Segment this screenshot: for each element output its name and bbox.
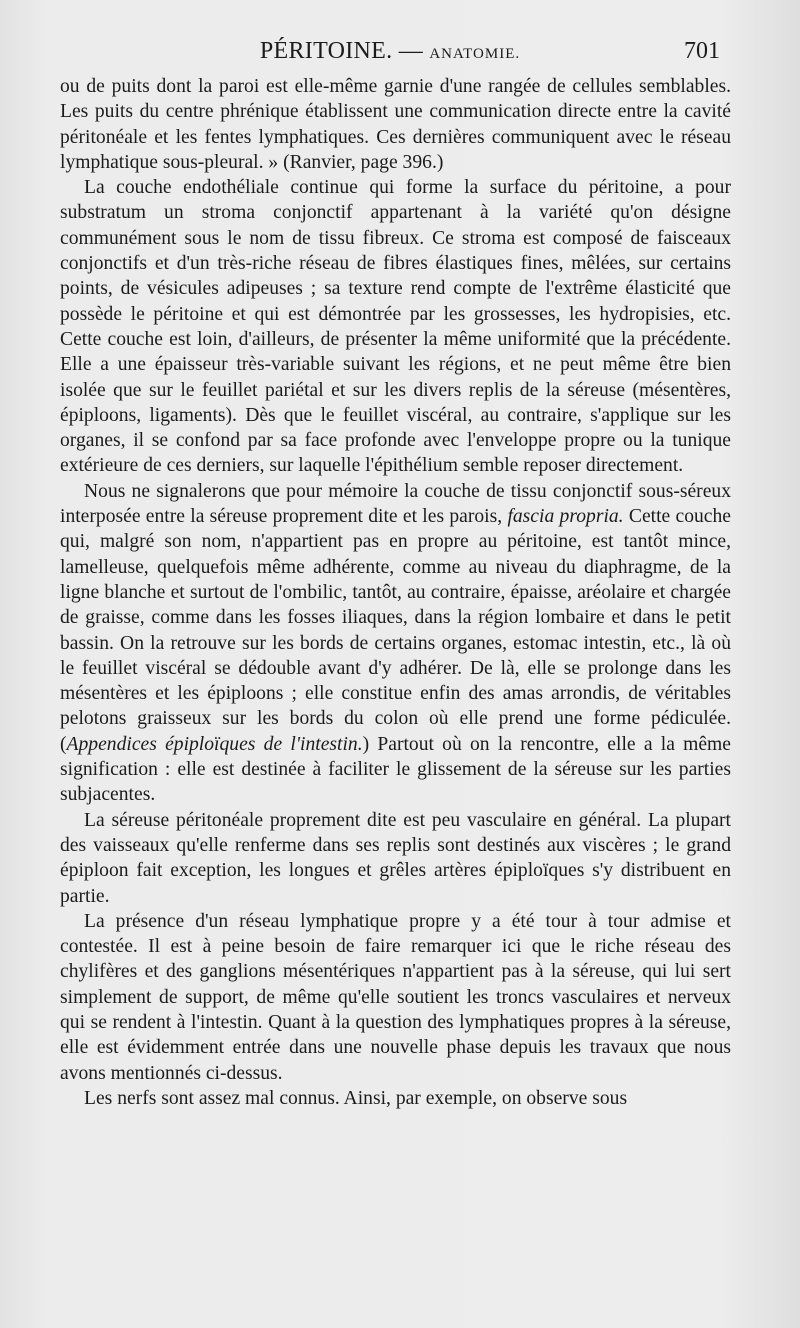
paragraph-3 [60,479,731,808]
running-header [60,38,720,70]
body-text [60,74,731,1111]
paragraph-4: La séreuse péritonéale proprement dite est peu vasculaire en général. La plupart des vaisseaux qu'elle renferme dans ses replis sont destinés aux viscères ; le grand épiploon fait exception, les longues et grêles artères épiploïques s'y distribuent en partie. [60,809,731,907]
running-title-main: PÉRITOINE. [259,38,393,64]
appendices-term: Appendices épiploïques de l'intestin. [66,733,363,755]
running-title-dash: — [392,38,430,64]
page-number: 701 [684,38,720,64]
running-title [60,38,720,65]
paragraph-3-part-3: ) Partout où on la rencontre, elle a la même signification : elle est destinée à faciliter le glissement de la séreuse sur les parties subjacentes. [60,733,731,806]
paragraph-3-part-1: Nous ne signalerons que pour mémoire la couche de tissu conjonctif sous-séreux interposée entre la séreuse proprement dite et les parois, [60,480,731,528]
paragraph-1: ou de puits dont la paroi est elle-même garnie d'une rangée de cellules semblables. Les puits du centre phrénique établissent une communication directe entre la cavité péritonéale et les fentes lymphatiques. Ces dernières communiquent avec le réseau lymphatique sous-pleural. » (Ranvier, page 396.) [60,76,731,173]
running-title-section: ANATOMIE. [429,46,521,62]
fascia-propria-term: fascia propria. [507,506,624,528]
paragraph-5: La présence d'un réseau lymphatique propre y a été tour à tour admise et contestée. Il est à peine besoin de faire remarquer ici que le riche réseau des chylifères et des ganglions mésentériques n'appartient pas à la séreuse, qui lui sert simplement de support, de même qu'elle soutient les troncs vasculaires et nerveux qui se rendent à l'intestin. Quant à la question des lymphatiques propres à la séreuse, elle est évidemment entrée dans une nouvelle phase depuis les travaux que nous avons mentionnés ci-dessus. [60,910,731,1084]
paragraph-3-part-2: Cette couche qui, malgré son nom, n'appartient pas en propre au péritoine, est tantôt mince, lamelleuse, quelquefois même adhérente, comme au niveau du diaphragme, de la ligne blanche et surtout de l'ombilic, tantôt, au contraire, épaisse, aréolaire et chargée de graisse, comme dans les fosses iliaques, dans la région lombaire et dans le petit bassin. On la retrouve sur les bords de certains organes, estomac intestin, etc., là où le feuillet viscéral se dédouble avant d'y adhérer. De là, elle se prolonge dans les mésentères et les épiploons ; elle constitue enfin des amas arrondis, de véritables pelotons graisseux sur les bords du colon où elle prend une forme pédiculée. ( [60,506,731,755]
paragraph-2: La couche endothéliale continue qui forme la surface du péritoine, a pour substratum un stroma conjonctif appartenant à la variété qu'on désigne communément sous le nom de tissu fibreux. Ce stroma est composé de faisceaux conjonctifs et d'un très-riche réseau de fibres élastiques fines, mêlées, sur certains points, de vésicules adipeuses ; sa texture rend compte de l'extrême élasticité que possède le péritoine et qui est démontrée par les grossesses, les hydropisies, etc. Cette couche est loin, d'ailleurs, de présenter la même uniformité que la précédente. Elle a une épaisseur très-variable suivant les régions, et ne peut même être bien isolée que sur le feuillet pariétal et sur les divers replis de la séreuse (mésentères, épiploons, ligaments). Dès que le feuillet viscéral, au contraire, s'applique sur les organes, il se confond par sa face profonde avec l'enveloppe propre ou la tunique extérieure de ces derniers, sur laquelle l'épithélium semble reposer directement. [60,177,731,477]
paragraph-6: Les nerfs sont assez mal connus. Ainsi, par exemple, on observe sous [84,1087,628,1109]
